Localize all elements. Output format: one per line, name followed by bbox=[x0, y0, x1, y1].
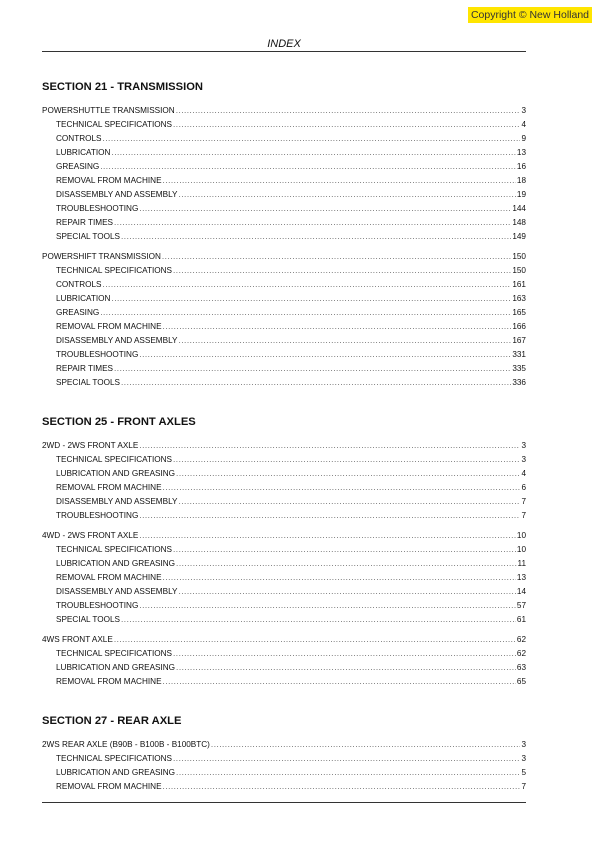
section-title: SECTION 21 - TRANSMISSION bbox=[42, 81, 203, 93]
dot-leader bbox=[176, 467, 520, 481]
index-content bbox=[42, 80, 526, 819]
entry-label: DISASSEMBLY AND ASSEMBLY bbox=[56, 587, 178, 596]
index-main-entry[interactable] bbox=[42, 104, 526, 118]
index-sub-entry[interactable] bbox=[42, 292, 526, 306]
page-number: 7 bbox=[521, 497, 526, 506]
dot-leader bbox=[100, 306, 511, 320]
entry-label: SPECIAL TOOLS bbox=[56, 615, 121, 624]
index-sub-entry[interactable] bbox=[42, 160, 526, 174]
entry-label: REMOVAL FROM MACHINE bbox=[56, 677, 162, 686]
dot-leader bbox=[179, 495, 521, 509]
index-group bbox=[42, 738, 526, 794]
index-sub-entry[interactable] bbox=[42, 146, 526, 160]
dot-leader bbox=[173, 264, 511, 278]
page-number: 16 bbox=[516, 162, 526, 171]
page-number: 6 bbox=[521, 483, 526, 492]
entry-label: 4WS FRONT AXLE bbox=[42, 635, 113, 644]
dot-leader bbox=[173, 118, 520, 132]
dot-leader bbox=[111, 292, 511, 306]
page-number: 62 bbox=[516, 649, 526, 658]
page-number: 144 bbox=[512, 204, 526, 213]
dot-leader bbox=[179, 188, 516, 202]
index-section bbox=[42, 80, 526, 390]
dot-leader bbox=[173, 752, 520, 766]
dot-leader bbox=[163, 481, 521, 495]
dot-leader bbox=[163, 675, 516, 689]
page-number: 65 bbox=[516, 677, 526, 686]
entry-label: TROUBLESHOOTING bbox=[56, 350, 139, 359]
index-sub-entry[interactable] bbox=[42, 202, 526, 216]
index-main-entry[interactable] bbox=[42, 250, 526, 264]
index-sub-entry[interactable] bbox=[42, 453, 526, 467]
dot-leader bbox=[176, 557, 516, 571]
entry-label: TECHNICAL SPECIFICATIONS bbox=[56, 455, 173, 464]
index-sub-entry[interactable] bbox=[42, 557, 526, 571]
entry-label: TECHNICAL SPECIFICATIONS bbox=[56, 754, 173, 763]
entry-label: REMOVAL FROM MACHINE bbox=[56, 573, 162, 582]
page-number: 161 bbox=[512, 280, 526, 289]
index-sub-entry[interactable] bbox=[42, 334, 526, 348]
section-title: SECTION 27 - REAR AXLE bbox=[42, 715, 182, 727]
dot-leader bbox=[139, 599, 516, 613]
index-group bbox=[42, 250, 526, 390]
entry-label: LUBRICATION AND GREASING bbox=[56, 469, 176, 478]
index-sub-entry[interactable] bbox=[42, 675, 526, 689]
dot-leader bbox=[139, 529, 516, 543]
index-sub-entry[interactable] bbox=[42, 481, 526, 495]
entry-label: DISASSEMBLY AND ASSEMBLY bbox=[56, 190, 178, 199]
index-sub-entry[interactable] bbox=[42, 132, 526, 146]
index-group bbox=[42, 633, 526, 689]
page-number: 61 bbox=[516, 615, 526, 624]
page-number: 18 bbox=[516, 176, 526, 185]
index-sub-entry[interactable] bbox=[42, 320, 526, 334]
index-sub-entry[interactable] bbox=[42, 752, 526, 766]
entry-label: TROUBLESHOOTING bbox=[56, 601, 139, 610]
page-number: 7 bbox=[521, 511, 526, 520]
dot-leader bbox=[114, 633, 516, 647]
dot-leader bbox=[103, 278, 512, 292]
index-sub-entry[interactable] bbox=[42, 188, 526, 202]
dot-leader bbox=[114, 216, 511, 230]
page-number: 335 bbox=[512, 364, 526, 373]
entry-label: LUBRICATION AND GREASING bbox=[56, 663, 176, 672]
index-group bbox=[42, 439, 526, 523]
index-sub-entry[interactable] bbox=[42, 230, 526, 244]
dot-leader bbox=[179, 585, 516, 599]
index-sub-entry[interactable] bbox=[42, 661, 526, 675]
index-sub-entry[interactable] bbox=[42, 613, 526, 627]
page-number: 9 bbox=[521, 134, 526, 143]
index-sub-entry[interactable] bbox=[42, 766, 526, 780]
entry-label: TROUBLESHOOTING bbox=[56, 511, 139, 520]
entry-label: REMOVAL FROM MACHINE bbox=[56, 176, 162, 185]
dot-leader bbox=[139, 348, 511, 362]
page-number: 62 bbox=[516, 635, 526, 644]
index-sub-entry[interactable] bbox=[42, 543, 526, 557]
page-number: 63 bbox=[516, 663, 526, 672]
index-sub-entry[interactable] bbox=[42, 348, 526, 362]
entry-label: LUBRICATION AND GREASING bbox=[56, 559, 176, 568]
page-number: 148 bbox=[512, 218, 526, 227]
index-sub-entry[interactable] bbox=[42, 216, 526, 230]
index-sub-entry[interactable] bbox=[42, 509, 526, 523]
dot-leader bbox=[173, 647, 516, 661]
entry-label: REMOVAL FROM MACHINE bbox=[56, 322, 162, 331]
page-number: 331 bbox=[512, 350, 526, 359]
index-section bbox=[42, 415, 526, 689]
entry-label: REPAIR TIMES bbox=[56, 218, 114, 227]
index-sub-entry[interactable] bbox=[42, 585, 526, 599]
entry-label: CONTROLS bbox=[56, 280, 102, 289]
dot-leader bbox=[162, 250, 511, 264]
index-main-entry[interactable] bbox=[42, 529, 526, 543]
dot-leader bbox=[173, 543, 516, 557]
page-number: 13 bbox=[516, 148, 526, 157]
index-main-entry[interactable] bbox=[42, 439, 526, 453]
entry-label: LUBRICATION bbox=[56, 294, 111, 303]
dot-leader bbox=[121, 230, 511, 244]
page-number: 150 bbox=[512, 252, 526, 261]
entry-label: POWERSHIFT TRANSMISSION bbox=[42, 252, 161, 261]
page-number: 3 bbox=[521, 455, 526, 464]
page-number: 336 bbox=[512, 378, 526, 387]
page-number: 167 bbox=[512, 336, 526, 345]
index-sub-entry[interactable] bbox=[42, 467, 526, 481]
dot-leader bbox=[176, 766, 520, 780]
section-title: SECTION 25 - FRONT AXLES bbox=[42, 416, 196, 428]
page-title: INDEX bbox=[267, 38, 301, 50]
entry-label: 2WD - 2WS FRONT AXLE bbox=[42, 441, 139, 450]
dot-leader bbox=[121, 376, 511, 390]
entry-label: SPECIAL TOOLS bbox=[56, 232, 121, 241]
page-number: 14 bbox=[516, 587, 526, 596]
entry-label: SPECIAL TOOLS bbox=[56, 378, 121, 387]
entry-label: LUBRICATION AND GREASING bbox=[56, 768, 176, 777]
index-main-entry[interactable] bbox=[42, 738, 526, 752]
dot-leader bbox=[111, 146, 515, 160]
index-sub-entry[interactable] bbox=[42, 278, 526, 292]
index-sub-entry[interactable] bbox=[42, 495, 526, 509]
page-number: 57 bbox=[516, 601, 526, 610]
page-number: 150 bbox=[512, 266, 526, 275]
footer-divider bbox=[42, 802, 526, 803]
page-number: 3 bbox=[521, 754, 526, 763]
page-number: 4 bbox=[521, 120, 526, 129]
entry-label: POWERSHUTTLE TRANSMISSION bbox=[42, 106, 175, 115]
index-sub-entry[interactable] bbox=[42, 571, 526, 585]
entry-label: TECHNICAL SPECIFICATIONS bbox=[56, 266, 173, 275]
page-number: 3 bbox=[521, 106, 526, 115]
dot-leader bbox=[103, 132, 521, 146]
entry-label: LUBRICATION bbox=[56, 148, 111, 157]
dot-leader bbox=[139, 509, 520, 523]
index-sub-entry[interactable] bbox=[42, 362, 526, 376]
index-group bbox=[42, 104, 526, 244]
dot-leader bbox=[176, 661, 516, 675]
page-number: 10 bbox=[516, 531, 526, 540]
dot-leader bbox=[211, 738, 521, 752]
page-number: 7 bbox=[521, 782, 526, 791]
entry-label: TECHNICAL SPECIFICATIONS bbox=[56, 545, 173, 554]
entry-label: DISASSEMBLY AND ASSEMBLY bbox=[56, 497, 178, 506]
page-number: 11 bbox=[517, 559, 526, 568]
index-group bbox=[42, 529, 526, 627]
dot-leader bbox=[114, 362, 511, 376]
page-number: 163 bbox=[512, 294, 526, 303]
page-number: 4 bbox=[521, 469, 526, 478]
index-sub-entry[interactable] bbox=[42, 264, 526, 278]
index-sub-entry[interactable] bbox=[42, 174, 526, 188]
entry-label: REMOVAL FROM MACHINE bbox=[56, 782, 162, 791]
index-sub-entry[interactable] bbox=[42, 306, 526, 320]
entry-label: TECHNICAL SPECIFICATIONS bbox=[56, 649, 173, 658]
dot-leader bbox=[139, 202, 511, 216]
entry-label: REMOVAL FROM MACHINE bbox=[56, 483, 162, 492]
entry-label: CONTROLS bbox=[56, 134, 102, 143]
entry-label: GREASING bbox=[56, 162, 100, 171]
index-main-entry[interactable] bbox=[42, 633, 526, 647]
dot-leader bbox=[100, 160, 516, 174]
entry-label: 4WD - 2WS FRONT AXLE bbox=[42, 531, 139, 540]
index-sub-entry[interactable] bbox=[42, 647, 526, 661]
page-number: 3 bbox=[521, 441, 526, 450]
index-sub-entry[interactable] bbox=[42, 118, 526, 132]
entry-label: DISASSEMBLY AND ASSEMBLY bbox=[56, 336, 178, 345]
header-divider bbox=[42, 51, 526, 52]
dot-leader bbox=[139, 439, 520, 453]
page-number: 5 bbox=[521, 768, 526, 777]
index-sub-entry[interactable] bbox=[42, 780, 526, 794]
page-number: 10 bbox=[516, 545, 526, 554]
dot-leader bbox=[163, 174, 516, 188]
copyright-badge: Copyright © New Holland bbox=[468, 7, 592, 23]
dot-leader bbox=[121, 613, 516, 627]
page-number: 3 bbox=[521, 740, 526, 749]
dot-leader bbox=[173, 453, 520, 467]
index-sub-entry[interactable] bbox=[42, 376, 526, 390]
dot-leader bbox=[163, 571, 516, 585]
entry-label: TROUBLESHOOTING bbox=[56, 204, 139, 213]
page-number: 165 bbox=[512, 308, 526, 317]
dot-leader bbox=[179, 334, 512, 348]
index-section bbox=[42, 714, 526, 794]
dot-leader bbox=[163, 320, 512, 334]
page-number: 13 bbox=[516, 573, 526, 582]
page-number: 19 bbox=[516, 190, 526, 199]
page-number: 166 bbox=[512, 322, 526, 331]
entry-label: GREASING bbox=[56, 308, 100, 317]
page-number: 149 bbox=[512, 232, 526, 241]
entry-label: 2WS REAR AXLE (B90B - B100B - B100BTC) bbox=[42, 740, 210, 749]
index-sub-entry[interactable] bbox=[42, 599, 526, 613]
entry-label: REPAIR TIMES bbox=[56, 364, 114, 373]
entry-label: TECHNICAL SPECIFICATIONS bbox=[56, 120, 173, 129]
dot-leader bbox=[176, 104, 521, 118]
dot-leader bbox=[163, 780, 521, 794]
